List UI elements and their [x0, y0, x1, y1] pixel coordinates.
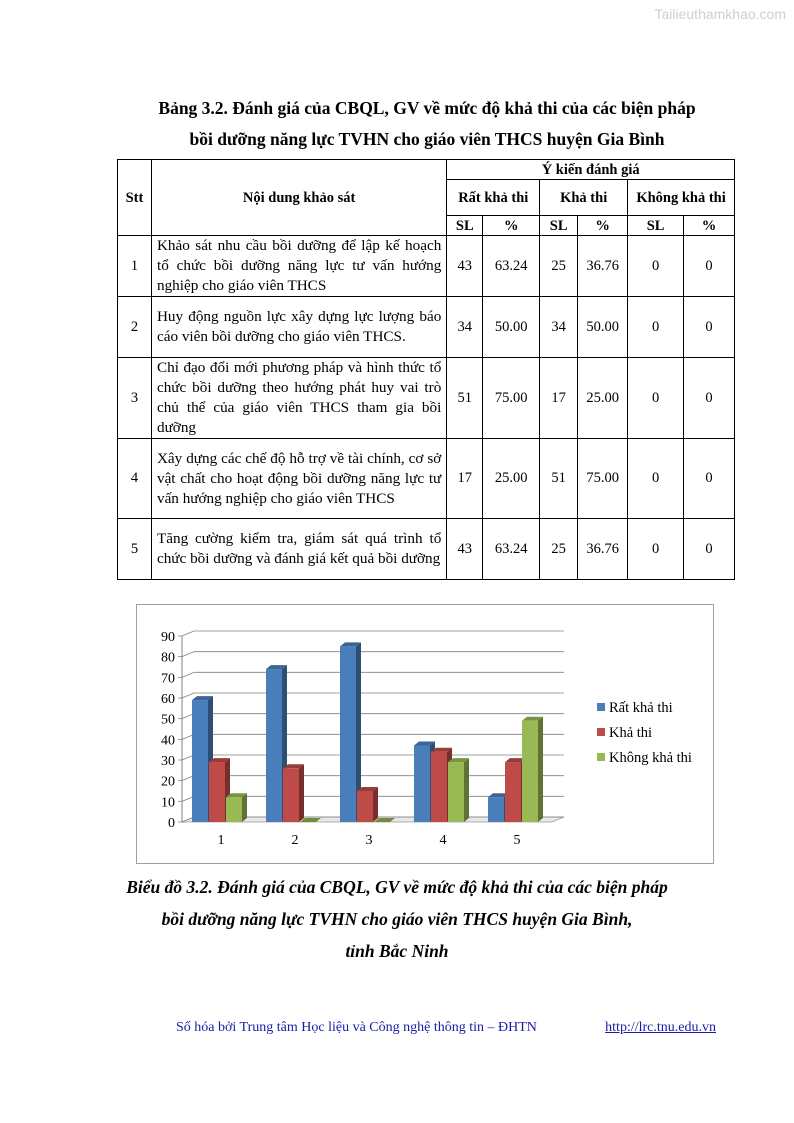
- y-tick-label: 60: [161, 692, 175, 707]
- chart-caption-line-1: Biểu đồ 3.2. Đánh giá của CBQL, GV về mức độ khả thi của các biện pháp: [126, 877, 668, 897]
- row-cell: 0: [684, 519, 735, 580]
- legend-swatch: [597, 728, 605, 736]
- row-cell: 36.76: [578, 236, 628, 297]
- header-opinion: Ý kiến đánh giá: [447, 160, 735, 180]
- bar: [431, 752, 447, 822]
- row-content: Huy động nguồn lực xây dựng lực lượng báo cáo viên bồi dưỡng cho giáo viên THCS.: [151, 297, 446, 358]
- table-row: [118, 439, 735, 519]
- y-tick-label: 30: [161, 754, 175, 769]
- bar: [414, 746, 430, 822]
- bar: [340, 646, 356, 822]
- row-cell: 51: [447, 358, 483, 439]
- bar-side: [373, 787, 378, 822]
- x-tick-label: 5: [513, 833, 521, 848]
- row-cell: 17: [447, 439, 483, 519]
- row-content: Khảo sát nhu cầu bồi dưỡng để lập kế hoạch tổ chức bồi dưỡng năng lực tư vấn hướng nghiệp cho giáo viên THCS: [151, 236, 446, 297]
- row-stt: 2: [118, 297, 152, 358]
- bar-side: [242, 793, 247, 822]
- footer-link[interactable]: http://lrc.tnu.edu.vn: [605, 1020, 716, 1035]
- header-stt: Stt: [118, 160, 152, 236]
- row-cell: 75.00: [578, 439, 628, 519]
- row-cell: 50.00: [483, 297, 540, 358]
- x-tick-label: 1: [217, 833, 225, 848]
- bar-side: [464, 758, 469, 822]
- bar: [209, 762, 225, 822]
- legend-label: Rất khả thi: [609, 700, 673, 716]
- header-pct: %: [578, 216, 628, 236]
- bar-side: [299, 764, 304, 822]
- x-tick-label: 2: [291, 833, 299, 848]
- header-sl: SL: [447, 216, 483, 236]
- survey-table: [117, 159, 735, 580]
- bar: [522, 721, 538, 822]
- y-tick-label: 70: [161, 671, 175, 687]
- header-group-not-feasible: Không khả thi: [628, 180, 735, 216]
- row-cell: 51: [540, 439, 578, 519]
- y-tick-label: 80: [161, 650, 175, 666]
- header-pct: %: [684, 216, 735, 236]
- bar: [505, 762, 521, 822]
- row-cell: 25.00: [483, 439, 540, 519]
- row-content: Tăng cường kiểm tra, giám sát quá trình tổ chức bồi dưỡng và đánh giá kết quả bồi dưỡng: [151, 519, 446, 580]
- header-pct: %: [483, 216, 540, 236]
- row-stt: 4: [118, 439, 152, 519]
- row-cell: 0: [628, 358, 684, 439]
- header-content: Nội dung khảo sát: [151, 160, 446, 236]
- chart-caption: [100, 871, 694, 967]
- row-cell: 0: [684, 297, 735, 358]
- gridline-depth: [182, 672, 194, 677]
- bar: [448, 762, 464, 822]
- legend-label: Khả thi: [609, 725, 653, 741]
- bar: [283, 768, 299, 822]
- watermark: Tailieuthamkhao.com: [654, 6, 786, 22]
- table-row: [118, 519, 735, 580]
- bar-side: [538, 717, 543, 822]
- table-title-line-1: Bảng 3.2. Đánh giá của CBQL, GV về mức độ khả thi của các biện pháp: [158, 98, 696, 118]
- row-cell: 34: [540, 297, 578, 358]
- row-cell: 50.00: [578, 297, 628, 358]
- y-tick-label: 40: [161, 733, 175, 749]
- row-cell: 43: [447, 236, 483, 297]
- bar: [488, 797, 504, 822]
- bar: [266, 669, 282, 822]
- bar-chart: [137, 605, 713, 863]
- row-cell: 63.24: [483, 519, 540, 580]
- y-tick-label: 20: [161, 774, 175, 790]
- table-row: [118, 236, 735, 297]
- chart-caption-line-2: bồi dưỡng năng lực TVHN cho giáo viên THCS huyện Gia Bình,: [161, 909, 633, 929]
- row-stt: 1: [118, 236, 152, 297]
- footer-credit: Số hóa bởi Trung tâm Học liệu và Công nghệ thông tin – ĐHTN: [176, 1020, 537, 1035]
- row-stt: 5: [118, 519, 152, 580]
- row-cell: 17: [540, 358, 578, 439]
- row-cell: 0: [684, 236, 735, 297]
- legend-swatch: [597, 753, 605, 761]
- row-cell: 25.00: [578, 358, 628, 439]
- row-cell: 25: [540, 236, 578, 297]
- x-tick-label: 3: [365, 833, 373, 848]
- table-title: [100, 93, 754, 155]
- bar: [226, 797, 242, 822]
- row-cell: 0: [628, 236, 684, 297]
- bar: [357, 791, 373, 822]
- chart-frame: [136, 604, 714, 864]
- row-cell: 43: [447, 519, 483, 580]
- y-tick-label: 90: [161, 630, 175, 645]
- legend-swatch: [597, 703, 605, 711]
- header-group-very-feasible: Rất khả thi: [447, 180, 540, 216]
- row-cell: 75.00: [483, 358, 540, 439]
- row-cell: 34: [447, 297, 483, 358]
- y-tick-label: 50: [161, 712, 175, 728]
- table-row: [118, 297, 735, 358]
- row-content: Chỉ đạo đổi mới phương pháp và hình thức tổ chức bồi dưỡng theo hướng phát huy vai trò chủ thể của giáo viên THCS tham gia bồi dưỡng: [151, 358, 446, 439]
- gridline-depth: [182, 693, 194, 698]
- chart-caption-line-3: tỉnh Bắc Ninh: [345, 941, 449, 961]
- row-cell: 25: [540, 519, 578, 580]
- row-cell: 0: [628, 297, 684, 358]
- y-tick-label: 0: [168, 816, 175, 831]
- row-cell: 63.24: [483, 236, 540, 297]
- row-cell: 0: [628, 439, 684, 519]
- row-cell: 0: [684, 439, 735, 519]
- gridline-depth: [182, 652, 194, 657]
- y-tick-label: 10: [161, 795, 175, 811]
- table-title-line-2: bồi dưỡng năng lực TVHN cho giáo viên THCS huyện Gia Bình: [189, 129, 665, 149]
- x-tick-label: 4: [439, 833, 447, 848]
- row-stt: 3: [118, 358, 152, 439]
- header-sl: SL: [628, 216, 684, 236]
- header-sl: SL: [540, 216, 578, 236]
- row-cell: 36.76: [578, 519, 628, 580]
- row-cell: 0: [628, 519, 684, 580]
- row-content: Xây dựng các chế độ hỗ trợ về tài chính, cơ sở vật chất cho hoạt động bồi dưỡng năng lực tư vấn hướng nghiệp cho giáo viên THCS: [151, 439, 446, 519]
- legend-label: Không khả thi: [609, 750, 692, 766]
- header-group-feasible: Khả thi: [540, 180, 628, 216]
- row-cell: 0: [684, 358, 735, 439]
- bar: [192, 700, 208, 822]
- gridline-depth: [182, 631, 194, 636]
- table-row: [118, 358, 735, 439]
